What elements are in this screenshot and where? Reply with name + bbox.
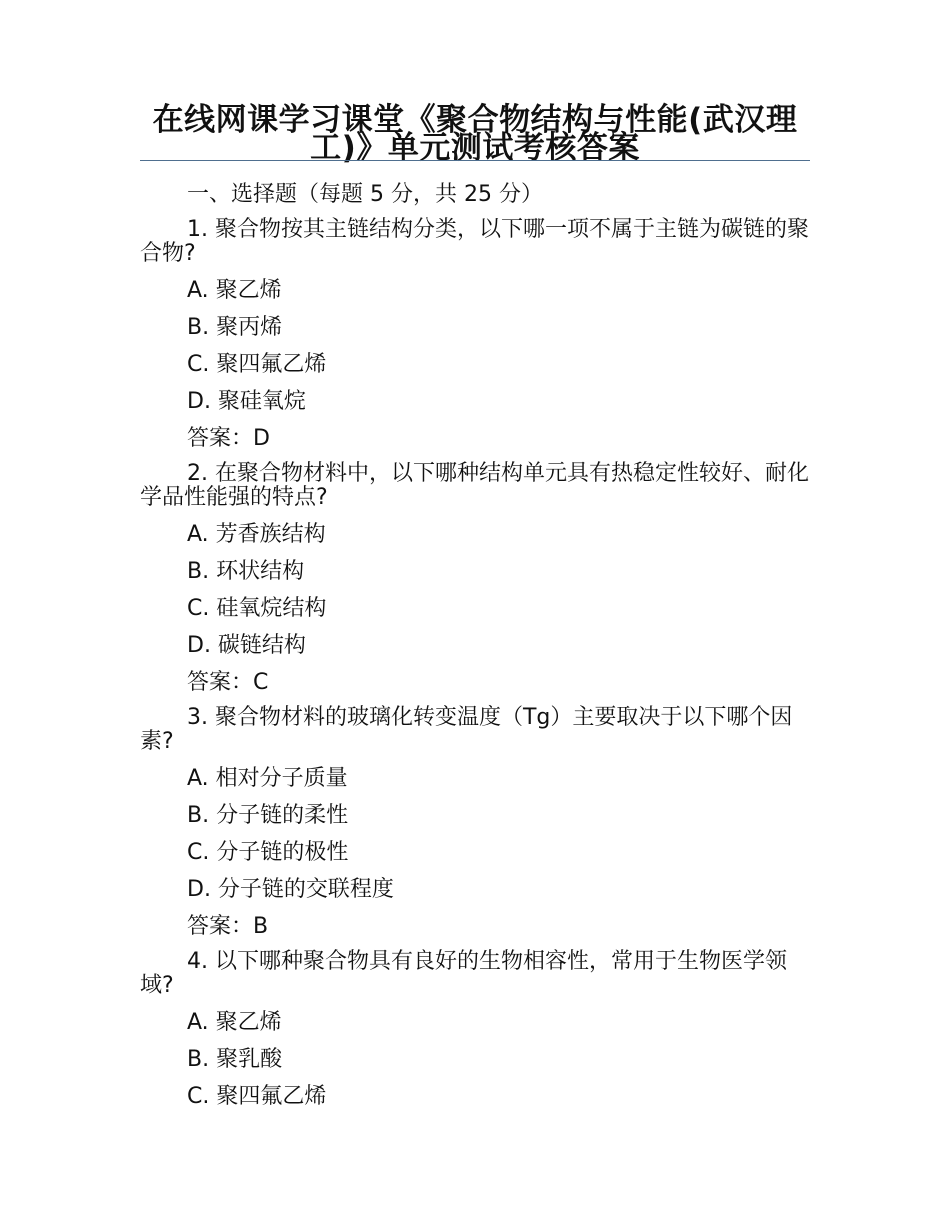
question-2: 2. 在聚合物材料中，以下哪种结构单元具有热稳定性较好、耐化学品性能强的特点? [140,461,809,510]
option-1d: D. 聚硅氧烷 [187,389,306,414]
option-2d: D. 碳链结构 [187,633,306,658]
option-2b: B. 环状结构 [187,559,305,584]
option-4a: A. 聚乙烯 [187,1010,282,1035]
answer-1: 答案：D [187,426,270,451]
title-underline [140,160,810,161]
option-3d: D. 分子链的交联程度 [187,877,394,902]
option-3b: B. 分子链的柔性 [187,803,349,828]
section-heading: 一、选择题（每题 5 分，共 25 分） [187,182,543,207]
answer-3: 答案：B [187,914,269,939]
option-3a: A. 相对分子质量 [187,766,348,791]
option-1a: A. 聚乙烯 [187,278,282,303]
option-2a: A. 芳香族结构 [187,522,326,547]
option-4b: B. 聚乳酸 [187,1047,283,1072]
question-4: 4. 以下哪种聚合物具有良好的生物相容性，常用于生物医学领域? [140,949,787,998]
option-4c: C. 聚四氟乙烯 [187,1084,327,1109]
option-3c: C. 分子链的极性 [187,840,349,865]
answer-2: 答案：C [187,670,269,695]
question-3: 3. 聚合物材料的玻璃化转变温度（Tg）主要取决于以下哪个因素? [140,705,793,754]
option-1b: B. 聚丙烯 [187,315,283,340]
option-1c: C. 聚四氟乙烯 [187,352,327,377]
question-1: 1. 聚合物按其主链结构分类，以下哪一项不属于主链为碳链的聚合物? [140,217,809,266]
option-2c: C. 硅氧烷结构 [187,596,327,621]
document-title: 在线网课学习课堂《聚合物结构与性能(武汉理工)》单元测试考核答案 [152,102,798,166]
document-body [140,176,810,1115]
